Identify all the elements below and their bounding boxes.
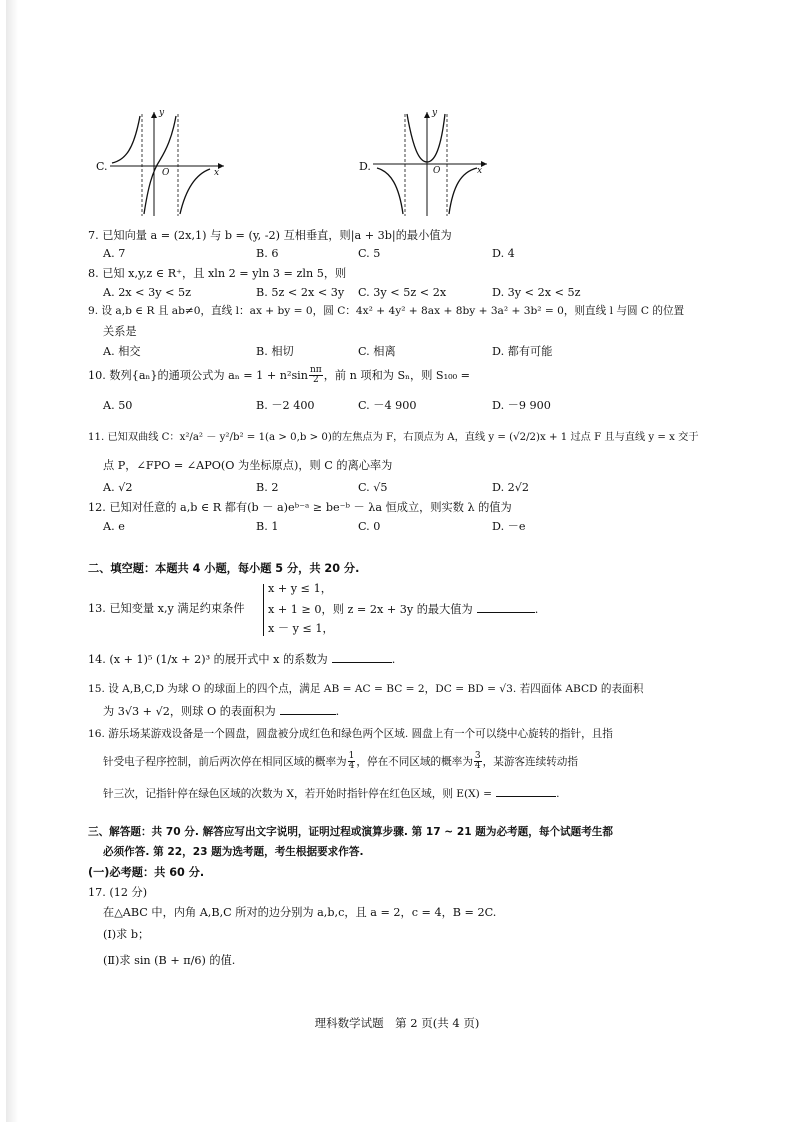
graph-d-axis-y: y — [432, 108, 438, 118]
question-10-stem-a: 10. 数列{aₙ}的通项公式为 aₙ = 1 + n²sin — [88, 368, 308, 382]
graph-c-origin: O — [162, 168, 170, 178]
question-10-frac-num: nπ — [309, 365, 322, 375]
question-16-stem: 16. 游乐场某游戏设备是一个圆盘，圆盘被分成红色和绿色两个区域. 圆盘上有一个可以绕中心旋转的指针，且指 — [88, 728, 613, 740]
section-3-subheading: (一)必考题：共 60 分. — [88, 866, 205, 879]
question-16-frac1-den: 4 — [348, 761, 355, 772]
graph-c-label: C. — [96, 160, 108, 173]
question-16-answer-blank — [496, 786, 556, 797]
question-11-option-b: B. 2 — [256, 481, 279, 494]
question-13-condition-2 — [268, 602, 538, 617]
graph-d-label: D. — [359, 160, 371, 173]
question-9-stem: 9. 设 a,b ∈ R 且 ab≠0，直线 l：ax + by = 0，圆 C：4x² + 4y² + 8ax + 8by + 3a² + 3b² = 0，则直线 l 与圆 C 的位置 — [88, 305, 685, 317]
question-8-stem: 8. 已知 x,y,z ∈ R⁺，且 xln 2 = yln 3 = zln 5，则 — [88, 267, 347, 280]
question-13-condition-2-text: x + 1 ≥ 0，则 z = 2x + 3y 的最大值为 — [268, 603, 473, 616]
section-3-heading: 三、解答题：共 70 分. 解答应写出文字说明，证明过程或演算步骤. 第 17 ~ 21 题为必考题，每个试题考生都 — [88, 826, 613, 838]
page-footer: 理科数学试题 第 2 页(共 4 页) — [314, 1016, 480, 1030]
question-9-option-c: C. 相离 — [358, 345, 396, 358]
question-8-option-c: C. 3y < 5z < 2x — [358, 286, 447, 299]
question-17-part-ii-c: 的值. — [209, 954, 236, 967]
question-14-part-c: 的展开式中 x 的系数为 — [213, 653, 328, 666]
question-10-frac-den: 2 — [312, 375, 319, 386]
question-16-part-2: ，停在不同区域的概率为 — [356, 755, 473, 768]
graph-option-d — [355, 108, 495, 218]
graph-d-plot — [355, 108, 495, 218]
question-10-option-c: C. －4 900 — [358, 399, 417, 412]
question-11-stem-line2: 点 P，∠FPO = ∠APO(O 为坐标原点)，则 C 的离心率为 — [103, 459, 393, 472]
question-10-option-b: B. －2 400 — [256, 399, 315, 412]
question-15-stem: 15. 设 A,B,C,D 为球 O 的球面上的四个点，满足 AB = AC = BC = 2，DC = BD = √3. 若四面体 ABCD 的表面积 — [88, 683, 644, 695]
question-7-option-a: A. 7 — [103, 247, 126, 260]
question-15-stem-line2-text: 为 3√3 + √2，则球 O 的表面积为 — [103, 705, 276, 718]
question-13-stem: 13. 已知变量 x,y 满足约束条件 — [88, 602, 245, 615]
question-14-period: . — [391, 653, 396, 666]
question-10-option-a: A. 50 — [103, 399, 133, 412]
question-9-option-a: A. 相交 — [103, 345, 141, 358]
question-16-stem-line2 — [103, 752, 578, 772]
graph-d-axis-x: x — [477, 166, 483, 176]
question-10-option-d: D. －9 900 — [492, 399, 551, 412]
question-17-part-ii-b: (B + π/6) — [154, 954, 206, 967]
question-16-frac1-num: 1 — [348, 751, 355, 761]
graph-d-origin: O — [433, 166, 441, 176]
question-14-stem — [88, 652, 395, 667]
section-3-heading-line2: 必须作答. 第 22，23 题为选考题，考生根据要求作答. — [103, 846, 364, 858]
question-16-fraction-1 — [348, 752, 356, 772]
question-13-condition-1: x + y ≤ 1， — [268, 582, 332, 595]
question-16-frac2-den: 4 — [474, 761, 481, 772]
question-9-option-d: D. 都有可能 — [492, 345, 553, 358]
question-10-stem — [88, 366, 470, 386]
question-10-fraction — [309, 366, 323, 386]
question-11-option-d: D. 2√2 — [492, 481, 530, 494]
question-11-stem: 11. 已知双曲线 C：x²/a² － y²/b² = 1(a > 0,b > 0)的左焦点为 F，右顶点为 A，直线 y = (√2/2)x + 1 过点 F 且与直线 y = x 交于 — [88, 432, 699, 443]
question-8-option-d: D. 3y < 2x < 5z — [492, 286, 581, 299]
question-16-period: . — [556, 788, 560, 800]
question-16-frac2-num: 3 — [474, 751, 481, 761]
question-8-option-a: A. 2x < 3y < 5z — [103, 286, 192, 299]
question-17-part-ii-a: (Ⅱ)求 sin — [103, 954, 151, 967]
question-12-option-a: A. e — [103, 520, 125, 533]
question-16-stem-line3 — [103, 786, 559, 801]
question-17-title: 17. (12 分) — [88, 886, 148, 899]
question-17-part-ii — [103, 954, 235, 968]
question-13-brace — [263, 584, 264, 636]
question-12-option-c: C. 0 — [358, 520, 381, 533]
question-7-option-b: B. 6 — [256, 247, 279, 260]
graph-c-axis-y: y — [159, 108, 165, 118]
question-16-fraction-2 — [474, 752, 482, 772]
question-15-stem-line2 — [103, 704, 339, 719]
question-13-condition-3: x － y ≤ 1， — [268, 622, 334, 635]
question-14-part-b: (1/x + 2)³ — [156, 653, 211, 666]
question-14-answer-blank — [332, 652, 392, 663]
question-7-option-d: D. 4 — [492, 247, 515, 260]
question-11-option-c: C. √5 — [358, 481, 388, 494]
question-11-option-a: A. √2 — [103, 481, 133, 494]
question-8-option-b: B. 5z < 2x < 3y — [256, 286, 345, 299]
question-12-option-d: D. －e — [492, 520, 526, 533]
question-9-option-b: B. 相切 — [256, 345, 294, 358]
question-7-option-c: C. 5 — [358, 247, 381, 260]
graph-option-c — [92, 108, 232, 218]
section-2-heading: 二、填空题：本题共 4 小题，每小题 5 分，共 20 分. — [88, 562, 360, 575]
question-16-part-1: 针受电子程序控制，前后两次停在相同区域的概率为 — [103, 755, 347, 768]
question-7-stem: 7. 已知向量 a = (2x,1) 与 b = (y, -2) 互相垂直，则|a + 3b|的最小值为 — [88, 229, 452, 242]
question-16-stem-line3-text: 针三次，记指针停在绿色区域的次数为 X，若开始时指针停在红色区域，则 E(X) = — [103, 788, 493, 800]
question-13-answer-blank — [477, 602, 535, 613]
question-13-period: . — [534, 603, 539, 616]
question-15-period: . — [335, 705, 340, 718]
question-16-part-3: ，某游客连续转动指 — [482, 755, 578, 768]
question-12-stem: 12. 已知对任意的 a,b ∈ R 都有(b － a)eᵇ⁻ᵃ ≥ be⁻ᵇ － λa 恒成立，则实数 λ 的值为 — [88, 501, 512, 514]
graph-c-axis-x: x — [214, 168, 220, 178]
question-10-stem-b: ，前 n 项和为 Sₙ，则 S₁₀₀ = — [323, 368, 470, 382]
question-14-part-a: 14. (x + 1)⁵ — [88, 653, 153, 666]
question-15-answer-blank — [280, 704, 336, 715]
question-12-option-b: B. 1 — [256, 520, 279, 533]
graph-c-plot — [92, 108, 232, 218]
question-17-text: 在△ABC 中，内角 A,B,C 所对的边分别为 a,b,c，且 a = 2，c = 4，B = 2C. — [103, 906, 497, 919]
scan-edge-shadow — [6, 0, 18, 1122]
question-17-part-i: (Ⅰ)求 b； — [103, 928, 150, 941]
question-9-stem-line2: 关系是 — [103, 325, 137, 338]
